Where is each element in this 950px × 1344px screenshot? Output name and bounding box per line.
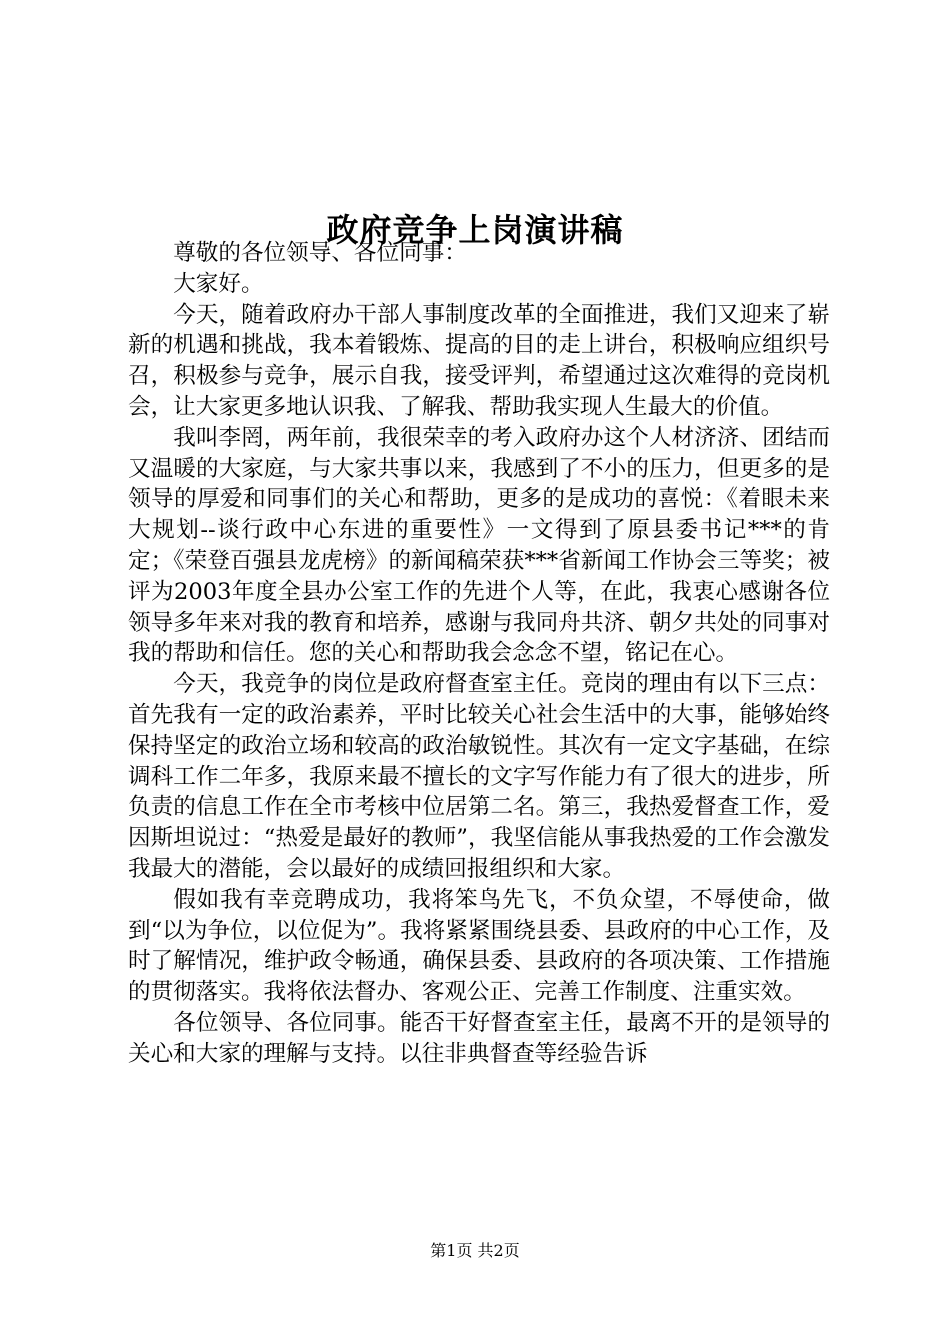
page-footer: 第1页 共2页 xyxy=(430,1241,520,1260)
salutation-paragraph: 尊敬的各位领导、各位同事： xyxy=(173,240,467,266)
body-paragraph: 假如我有幸竞聘成功，我将笨鸟先飞，不负众望，不辱使命，做到“以为争位，以位促为”。我将紧紧围绕县委、县政府的中心工作，及时了解情况，维护政令畅通，确保县委、县政府的各项决策、工作措施的贯彻落实。我将依法督办、客观公正、完善工作制度、注重实效。 xyxy=(128,886,830,1006)
body-paragraph: 各位领导、各位同事。能否干好督查室主任，最离不开的是领导的关心和大家的理解与支持。以往非典督查等经验告诉 xyxy=(128,1009,830,1067)
document-body xyxy=(128,238,830,1070)
body-paragraph: 今天，我竞争的岗位是政府督查室主任。竞岗的理由有以下三点：首先我有一定的政治素养，平时比较关心社会生活中的大事，能够始终保持坚定的政治立场和较高的政治敏锐性。其次有一定文字基础，在综调科工作二年多，我原来最不擅长的文字写作能力有了很大的进步，所负责的信息工作在全市考核中位居第二名。第三，我热爱督查工作，爱因斯坦说过：“热爱是最好的教师”，我坚信能从事我热爱的工作会激发我最大的潜能，会以最好的成绩回报组织和大家。 xyxy=(128,671,830,882)
document-title: 政府竞争上岗演讲稿 xyxy=(326,211,624,250)
greeting-paragraph: 大家好。 xyxy=(173,270,264,297)
body-paragraph: 今天，随着政府办干部人事制度改革的全面推进，我们又迎来了崭新的机遇和挑战，我本着锻炼、提高的目的走上讲台，积极响应组织号召，积极参与竞争，展示自我，接受评判，希望通过这次难得的竞岗机会，让大家更多地认识我、了解我、帮助我实现人生最大的价值。 xyxy=(128,301,830,420)
body-paragraph: 我叫李罔，两年前，我很荣幸的考入政府办这个人材济济、团结而又温暖的大家庭，与大家共事以来，我感到了不小的压力，但更多的是领导的厚爱和同事们的关心和帮助，更多的是成功的喜悦：《着眼未来大规划--谈行政中心东进的重要性》一文得到了原县委书记***的肯定；《荣登百强县龙虎榜》的新闻稿荣获***省新闻工作协会三等奖；被评为2003年度全县办公室工作的先进个人等，在此，我衷心感谢各位领导多年来对我的教育和培养，感谢与我同舟共济、朝夕共处的同事对我的帮助和信任。您的关心和帮助我会念念不望，铭记在心。 xyxy=(128,424,830,667)
